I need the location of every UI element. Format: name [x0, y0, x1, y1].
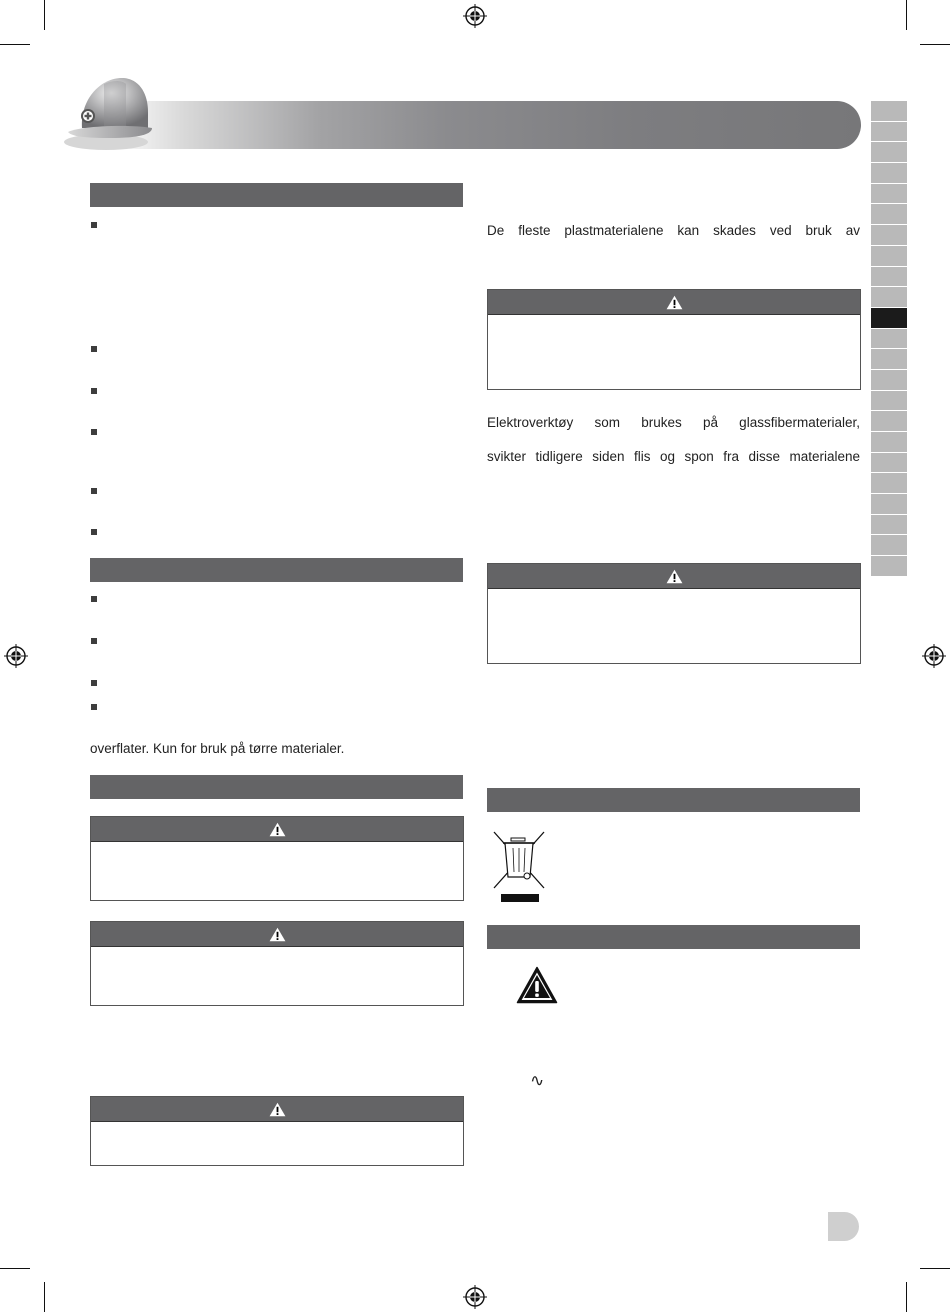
registration-mark-icon	[463, 4, 487, 28]
bullet	[91, 680, 97, 686]
side-tab[interactable]	[871, 267, 907, 287]
warning-triangle-icon	[269, 822, 286, 837]
crop-mark	[920, 44, 950, 45]
side-tab[interactable]	[871, 391, 907, 411]
side-tab[interactable]	[871, 515, 907, 535]
side-tab-active[interactable]	[871, 308, 907, 328]
header-banner	[108, 101, 861, 149]
safety-helmet-icon	[60, 70, 160, 154]
side-tab[interactable]	[871, 556, 907, 576]
side-tab[interactable]	[871, 225, 907, 245]
warning-header	[488, 290, 860, 315]
side-tab[interactable]	[871, 411, 907, 431]
side-tab[interactable]	[871, 494, 907, 514]
bullet	[91, 704, 97, 710]
warning-box	[487, 289, 861, 390]
crop-mark	[0, 44, 30, 45]
section-bar	[90, 558, 463, 582]
warning-triangle-icon	[666, 295, 683, 310]
section-bar	[90, 775, 463, 799]
section-bar	[487, 788, 860, 812]
side-tab[interactable]	[871, 370, 907, 390]
warning-triangle-icon	[516, 966, 558, 1004]
side-tab[interactable]	[871, 101, 907, 121]
warning-box	[90, 921, 464, 1006]
crop-mark	[44, 1282, 45, 1312]
page-number-tab	[828, 1212, 859, 1241]
side-tab[interactable]	[871, 184, 907, 204]
crop-mark	[906, 1282, 907, 1312]
warning-box	[487, 563, 861, 664]
bullet	[91, 346, 97, 352]
bullet	[91, 222, 97, 228]
section-bar	[487, 925, 860, 949]
side-tab[interactable]	[871, 453, 907, 473]
warning-header	[91, 817, 463, 842]
bullet	[91, 429, 97, 435]
side-tab[interactable]	[871, 349, 907, 369]
ac-symbol: ∿	[530, 1071, 545, 1090]
dry-materials-text: overflater. Kun for bruk på tørre materialer.	[90, 741, 345, 756]
fiberglass-text-line1: Elektroverktøy som brukes på glassfibermaterialer,	[487, 415, 860, 430]
side-tab[interactable]	[871, 142, 907, 162]
warning-header	[91, 922, 463, 947]
side-tab[interactable]	[871, 163, 907, 183]
side-tab[interactable]	[871, 329, 907, 349]
side-tab[interactable]	[871, 204, 907, 224]
registration-mark-icon	[4, 644, 28, 668]
bullet	[91, 488, 97, 494]
crop-mark	[44, 0, 45, 30]
crop-mark	[0, 1268, 30, 1269]
side-tab[interactable]	[871, 122, 907, 142]
side-tab[interactable]	[871, 287, 907, 307]
warning-box	[90, 1096, 464, 1166]
registration-mark-icon	[463, 1285, 487, 1309]
crop-mark	[906, 0, 907, 30]
warning-triangle-icon	[269, 1102, 286, 1117]
bullet	[91, 529, 97, 535]
warning-header	[488, 564, 860, 589]
warning-triangle-icon	[666, 569, 683, 584]
bullet	[91, 596, 97, 602]
warning-box	[90, 816, 464, 901]
side-tab[interactable]	[871, 246, 907, 266]
warning-header	[91, 1097, 463, 1122]
plastic-materials-text: De fleste plastmaterialene kan skades ved bruk av	[487, 223, 860, 238]
bullet	[91, 388, 97, 394]
bullet	[91, 638, 97, 644]
crossed-out-wheelie-bin-icon	[492, 830, 546, 904]
registration-mark-icon	[922, 644, 946, 668]
warning-triangle-icon	[269, 927, 286, 942]
crop-mark	[920, 1268, 950, 1269]
side-tab[interactable]	[871, 432, 907, 452]
side-tab[interactable]	[871, 535, 907, 555]
language-tabs	[871, 101, 907, 577]
side-tab[interactable]	[871, 473, 907, 493]
fiberglass-text-line2: svikter tidligere siden flis og spon fra disse materialene	[487, 449, 860, 464]
section-bar	[90, 183, 463, 207]
